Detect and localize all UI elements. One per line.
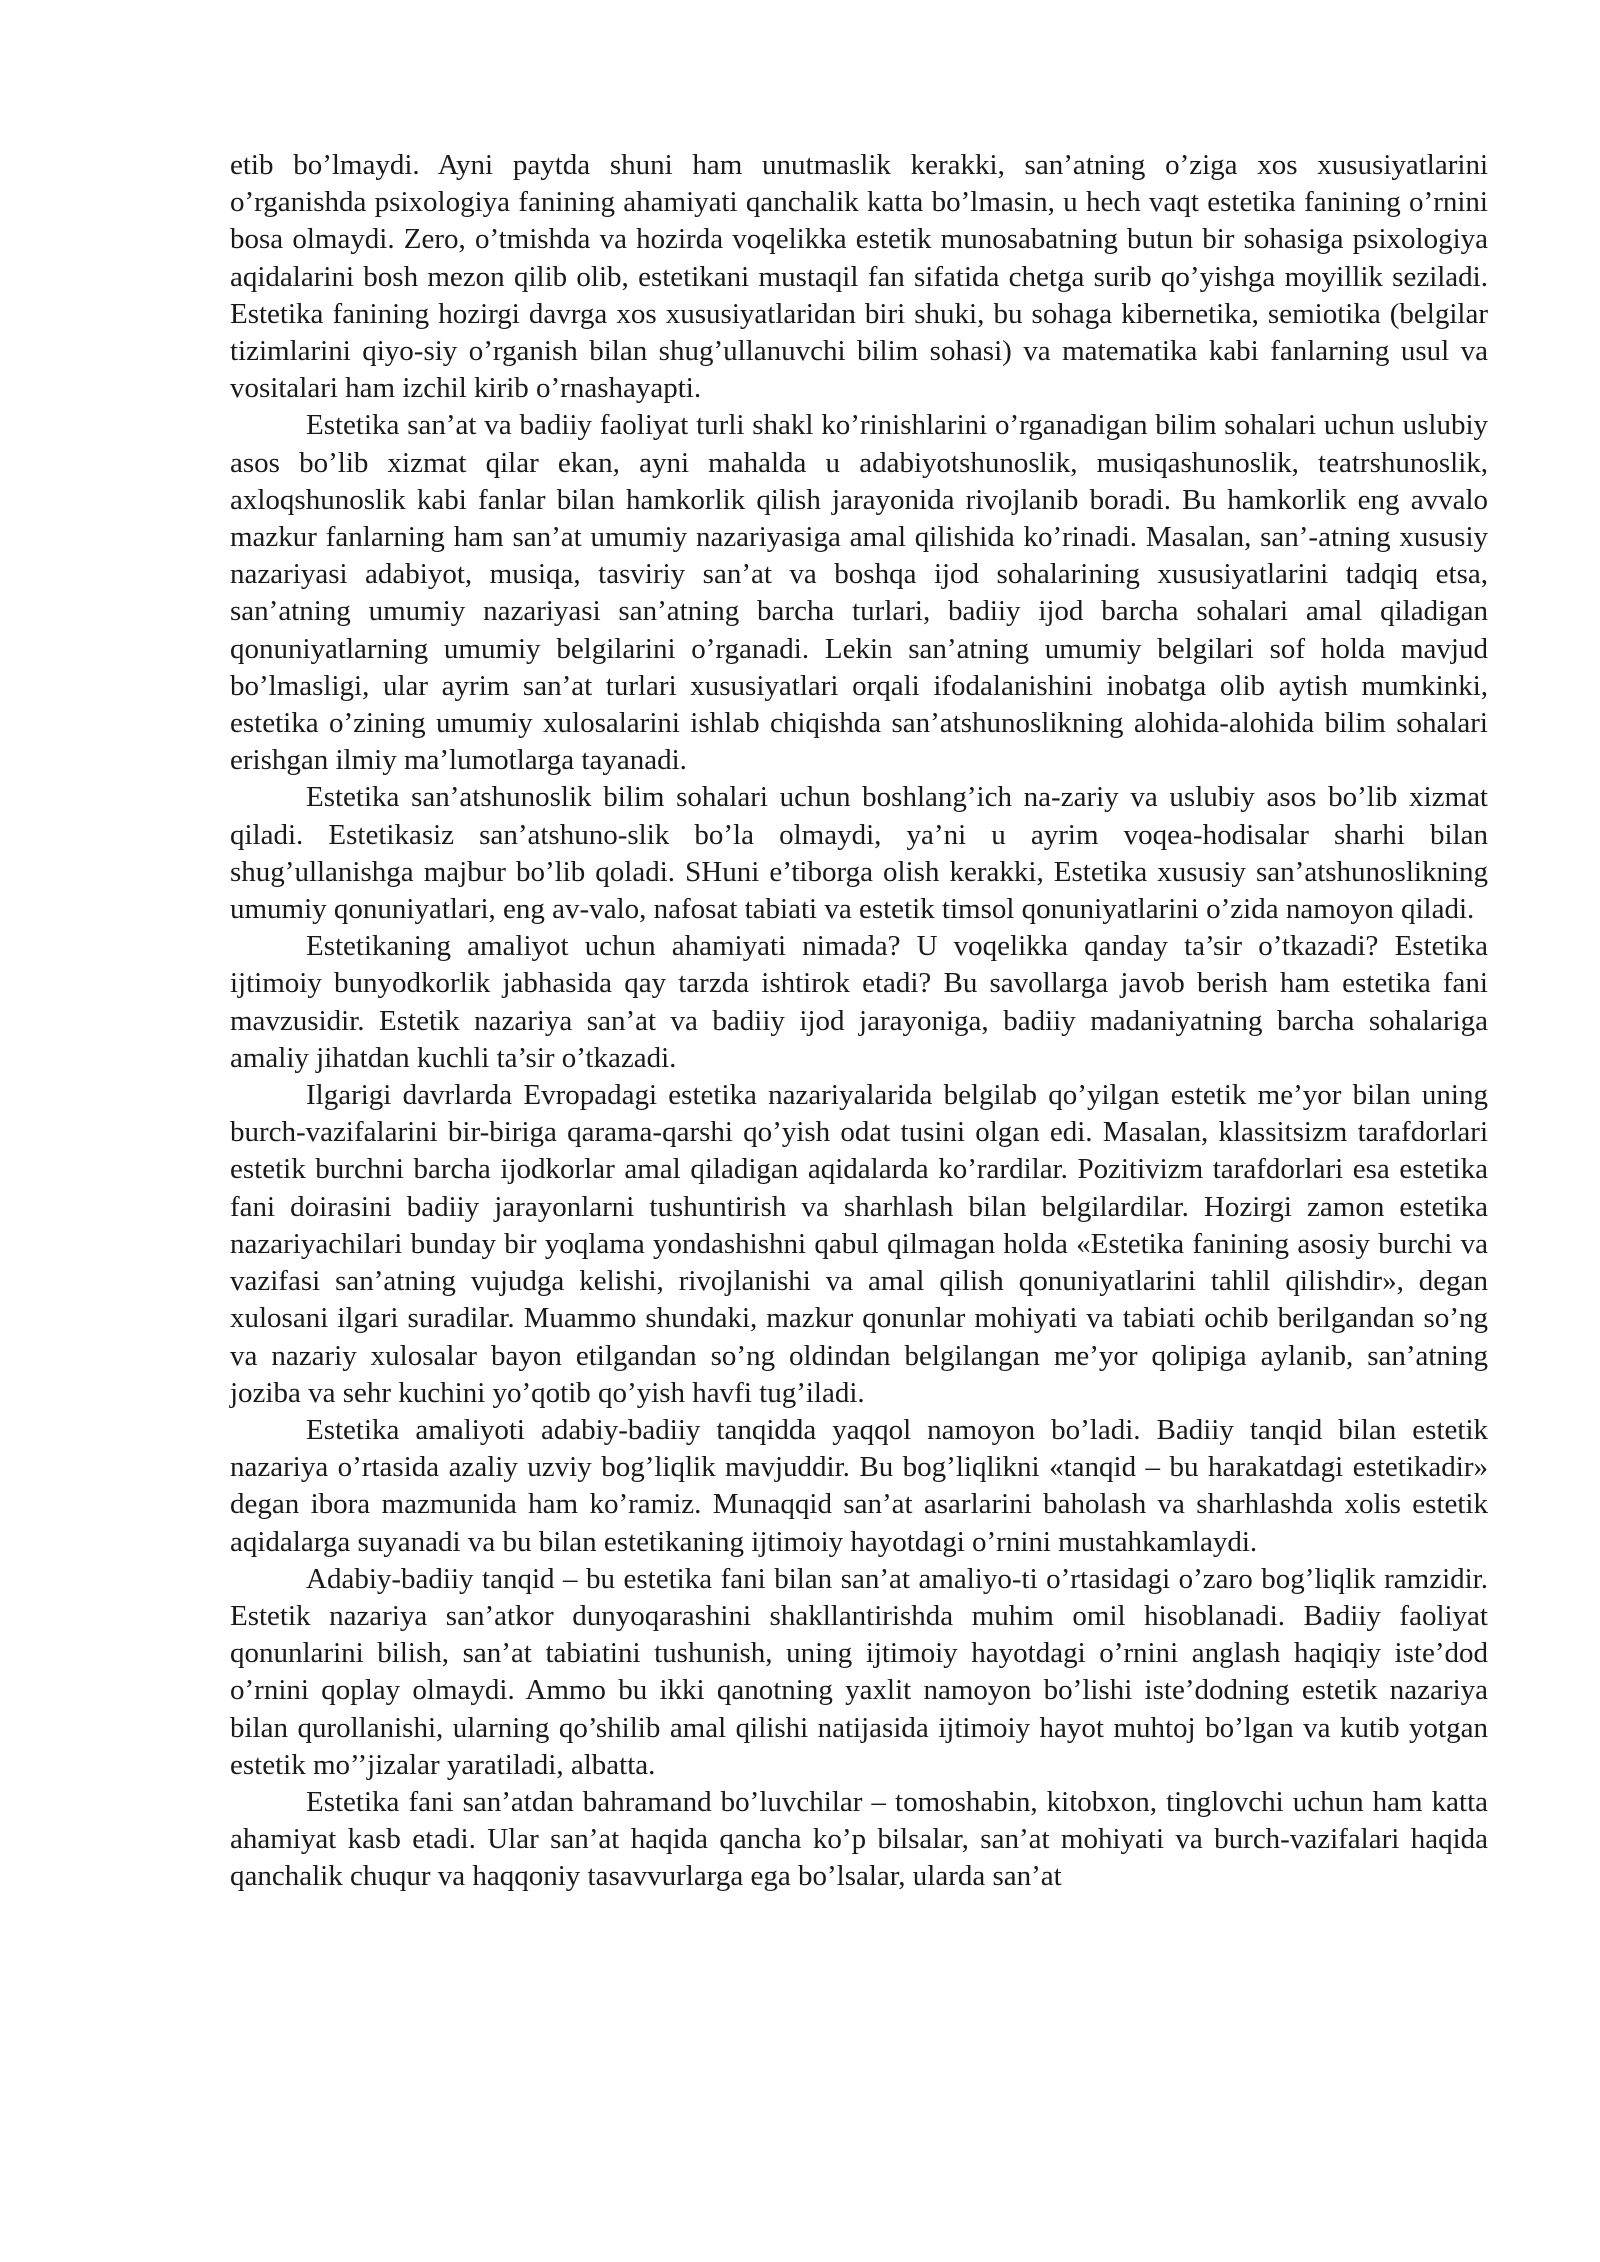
paragraph-art-studies-foundation: Estetika san’atshunoslik bilim sohalari uchun boshlang’ich na-zariy va uslubiy asos bo’lib xizmat qiladi. Estetikasiz san’atshuno-slik bo’la olmaydi, ya’ni u ayrim voqea-hodisalar sharhi bilan shug’ullanishga majbur bo’lib qoladi. SHuni e’tiborga olish kerakki, Estetika xususiy san’atshunoslikning umumiy qonuniyatlari, eng av-valo, nafosat tabiati va estetik timsol qonuniyatlarini o’zida namoyon qiladi.: [230, 781, 1488, 926]
paragraph-continued-psychology: etib bo’lmaydi. Ayni paytda shuni ham unutmaslik kerakki, san’atning o’ziga xos xususiyatlarini o’rganishda psixologiya fanining ahamiyati qanchalik katta bo’lmasin, u hech vaqt estetika fanining o’rnini bosa olmaydi. Zero, o’tmishda va hozirda voqelikka estetik munosabatning butun bir sohasiga psixologiya aqidalarini bosh mezon qilib olib, estetikani mustaqil fan sifatida chetga surib qo’yishga moyillik seziladi. Estetika fanining hozirgi davrga xos xususiyatlaridan biri shuki, bu sohaga kibernetika, semiotika (belgilar tizimlarini qiyo-siy o’rganish bilan shug’ullanuvchi bilim sohasi) va matematika kabi fanlarning usul va vositalari ham izchil kirib o’rnashayapti.: [230, 149, 1488, 405]
paragraph-audience-importance: Estetika fani san’atdan bahramand bo’luvchilar – tomoshabin, kitobxon, tinglovchi uchun ham katta ahamiyat kasb etadi. Ular san’at haqida qancha ko’p bilsalar, san’at mohiyati va burch-vazifalari haqida qanchalik chuqur va haqqoniy tasavvurlarga ega bo’lsalar, ularda san’at: [230, 1785, 1488, 1893]
paragraph-practical-significance: Estetikaning amaliyot uchun ahamiyati nimada? U voqelikka qanday ta’sir o’tkazadi? Estetika ijtimoiy bunyodkorlik jabhasida qay tarzda ishtirok etadi? Bu savollarga javob berish ham estetika fani mavzusidir. Estetik nazariya san’at va badiiy ijod jarayoniga, badiiy madaniyatning barcha sohalariga amaliy jihatdan kuchli ta’sir o’tkazadi.: [230, 930, 1488, 1074]
paragraph-literary-criticism: Estetika amaliyoti adabiy-badiiy tanqidda yaqqol namoyon bo’ladi. Badiiy tanqid bilan estetik nazariya o’rtasida azaliy uzviy bog’liqlik mavjuddir. Bu bog’liqlikni «tanqid – bu harakatdagi estetikadir» degan ibora mazmunida ham ko’ramiz. Munaqqid san’at asarlarini baholash va sharhlashda xolis estetik aqidalarga suyanadi va bu bilan estetikaning ijtimoiy hayotdagi o’rnini mustahkamlaydi.: [230, 1413, 1488, 1558]
paragraph-methodological-basis: Estetika san’at va badiiy faoliyat turli shakl ko’rinishlarini o’rganadigan bilim sohalari uchun uslubiy asos bo’lib xizmat qilar ekan, ayni mahalda u adabiyotshunoslik, musiqashunoslik, teatrshunoslik, axloqshunoslik kabi fanlar bilan hamkorlik qilish jarayonida rivojlanib boradi. Bu hamkorlik eng avvalo mazkur fanlarning ham san’at umumiy nazariyasiga amal qilishida ko’rinadi. Masalan, san’-atning xususiy nazariyasi adabiyot, musiqa, tasviriy san’at va boshqa ijod sohalarining xususiyatlarini tadqiq etsa, san’atning umumiy nazariyasi san’atning barcha turlari, badiiy ijod barcha sohalari amal qiladigan qonuniyatlarning umumiy belgilarini o’rganadi. Lekin san’atning umumiy belgilari sof holda mavjud bo’lmasligi, ular ayrim san’at turlari xususiyatlari orqali ifodalanishini inobatga olib aytish mumkinki, estetika o’zining umumiy xulosalarini ishlab chiqishda san’atshunoslikning alohida-alohida bilim sohalari erishgan ilmiy ma’lumotlarga tayanadi.: [230, 409, 1488, 777]
document-page: [230, 147, 1488, 1896]
paragraph-criticism-symbol: Adabiy-badiiy tanqid – bu estetika fani bilan san’at amaliyo-ti o’rtasidagi o’zaro bog’liqlik ramzidir. Estetik nazariya san’atkor dunyoqarashini shakllantirishda muhim omil hisoblanadi. Badiiy faoliyat qonunlarini bilish, san’at tabiatini tushunish, uning ijtimoiy hayotdagi o’rnini anglash haqiqiy iste’dod o’rnini qoplay olmaydi. Ammo bu ikki qanotning yaxlit namoyon bo’lishi iste’dodning estetik nazariya bilan qurollanishi, ularning qo’shilib amal qilishi natijasida ijtimoiy hayot muhtoj bo’lgan va kutib yotgan estetik mo’’jizalar yaratiladi, albatta.: [230, 1562, 1488, 1781]
paragraph-european-theories: Ilgarigi davrlarda Evropadagi estetika nazariyalarida belgilab qo’yilgan estetik me’yor bilan uning burch-vazifalarini bir-biriga qarama-qarshi qo’yish odat tusini olgan edi. Masalan, klassitsizm tarafdorlari estetik burchni barcha ijodkorlar amal qiladigan aqidalarda ko’rardilar. Pozitivizm tarafdorlari esa estetika fani doirasini badiiy jarayonlarni tushuntirish va sharhlash bilan belgilardilar. Hozirgi zamon estetika nazariyachilari bunday bir yoqlama yondashishni qabul qilmagan holda «Estetika fanining asosiy burchi va vazifasi san’atning vujudga kelishi, rivojlanishi va amal qilish qonuniyatlarini tahlil qilishdir», degan xulosani ilgari suradilar. Muammo shundaki, mazkur qonunlar mohiyati va tabiati ochib berilgandan so’ng va nazariy xulosalar bayon etilgandan so’ng oldindan belgilangan me’yor qolipiga aylanib, san’atning joziba va sehr kuchini yo’qotib qo’yish havfi tug’iladi.: [230, 1079, 1488, 1409]
